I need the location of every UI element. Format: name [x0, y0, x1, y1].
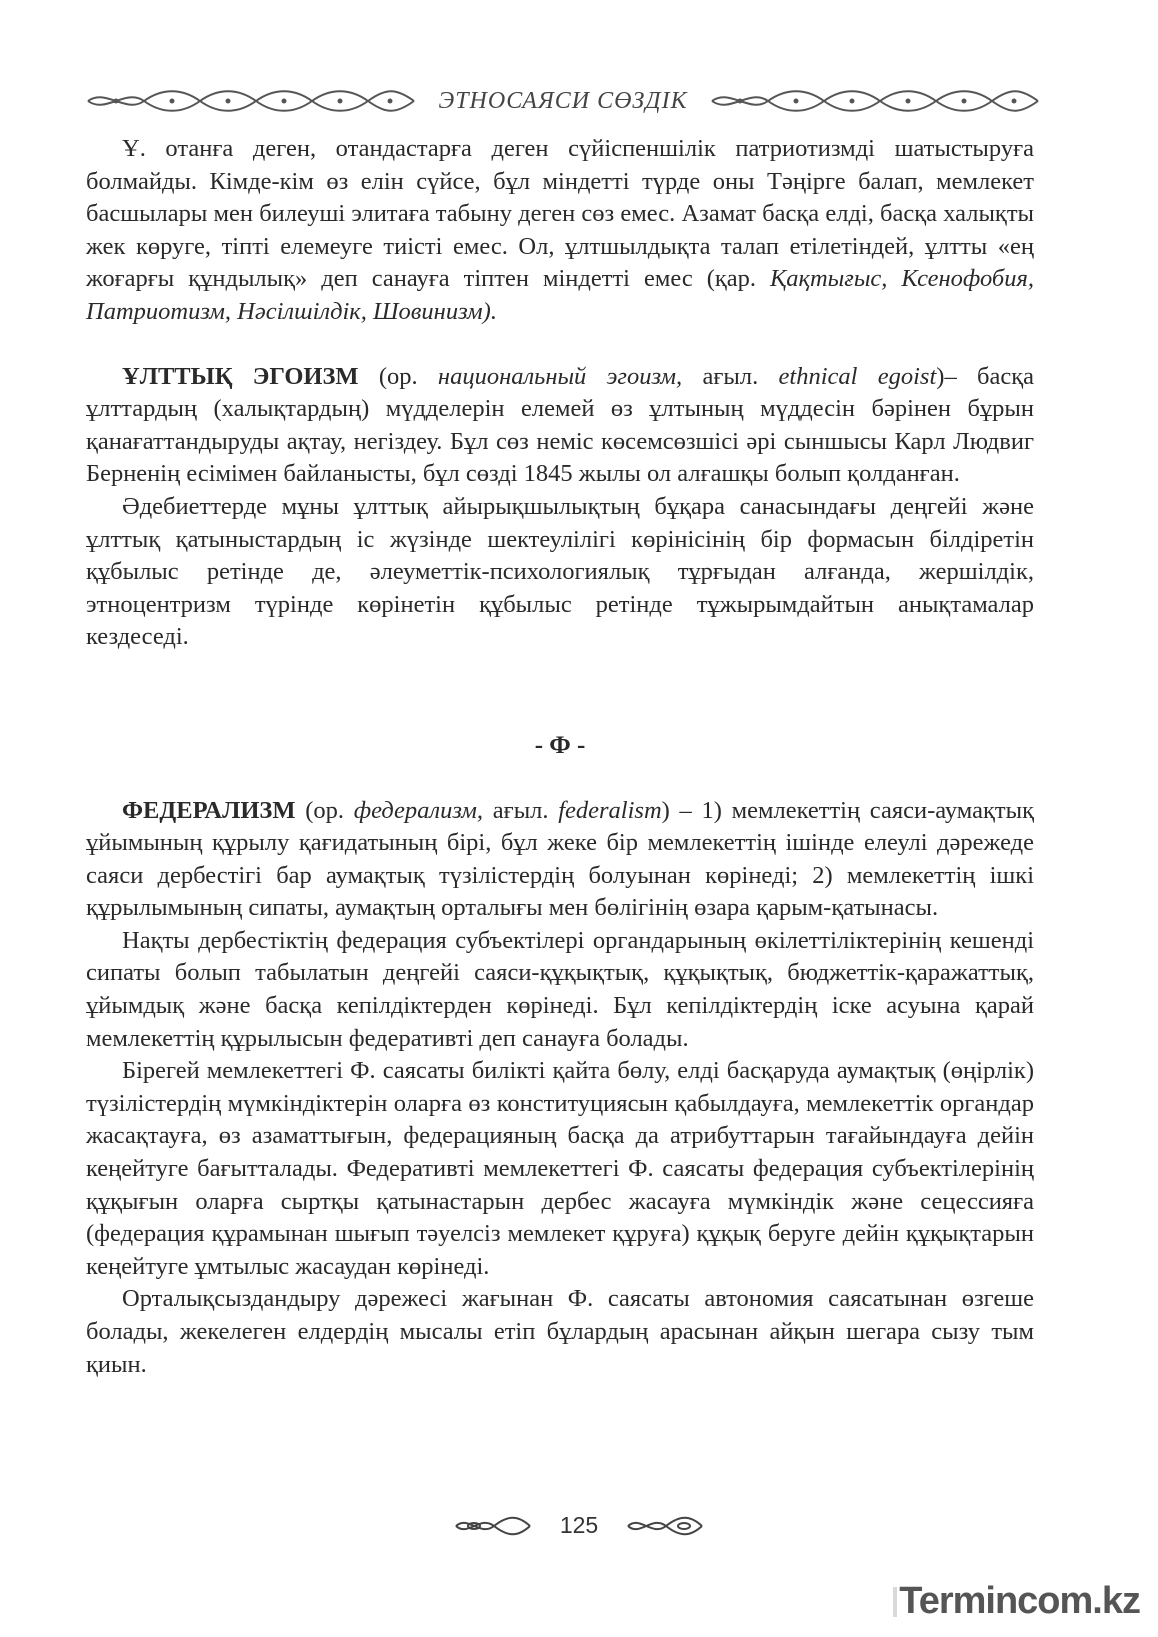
page-footer: [0, 1512, 1158, 1539]
entry-text: ағыл.: [682, 362, 779, 390]
flourish-right-icon: [626, 1513, 704, 1539]
entry-paragraph: Әдебиеттерде мұны ұлттық айырықшылықтың бұқара санасындағы деңгейі және ұлттық қатыныстардың іс жүзінде шектеулілігі көрінісінің бір формасын білдіретін құбылыс ретінде де, әлеуметтік-психологиялық тұрғыдан алғанда, жершілдік, этноцентризм түрінде көрінетін құбылыс ретінде тұжырымдайтын анықтамалар кездеседі.: [86, 492, 1034, 651]
entry-paragraph: Орталықсыздандыру дәрежесі жағынан Ф. саясаты автономия саясатынан өзгеше болады, жекелеген елдердің мысалы етіп бұлардың арасынан айқын шегара сызу тым қиын.: [86, 1285, 1034, 1378]
page-number: 125: [559, 1512, 599, 1538]
entry-term: ҰЛТТЫҚ ЭГОИЗМ: [122, 362, 359, 390]
watermark-bar-icon: [893, 1587, 897, 1617]
entry-english: federalism: [558, 796, 662, 824]
entry-text: ) – 1) мемлекеттің саяси-аумақтық ұйымының құрылу қағидатының бірі, бұл жеке бір мемлекеттің ішінде елеулі дәрежеде саяси дербестігі бар аумақтық түзілістердің болуынан көрінеді; 2) мемлекеттің ішкі құрылымының сипаты, аумақтың орталығы мен бөлігінің өзара қарым-қатынасы.: [86, 796, 1034, 922]
intro-crossref: Қақтығыс, Ксенофобия, Патриотизм, Нәсілшілдік, Шовинизм).: [86, 265, 1034, 325]
watermark-logo: [893, 1580, 1140, 1623]
entry-paragraph: Бірегей мемлекеттегі Ф. саясаты билікті қайта бөлу, елді басқаруда аумақтық (өңірлік) түзілістердің мүмкіндіктерін оларға өз конституциясын қабылдауға, мемлекеттік органдар жасақтауға, өз азаматтығын, федерацияның басқа да атрибуттарын тағайындауға дейін кеңейтуге бағытталады. Федеративті мемлекеттегі Ф. саясаты федерация субъектілерінің құқығын оларға сыртқы қатынастарын дербес жасауға мүмкіндік және сецессияға (федерация құрамынан шығып тәуелсіз мемлекет құруға) құқық беруге дейін құқықтарын кеңейтуге ұмтылыс жасаудан көрінеді.: [86, 1057, 1034, 1280]
entry-paragraph: Нақты дербестіктің федерация субъектілері органдарының өкілеттіліктерінің кешенді сипаты болып табылатын деңгейі саяси-құқықтық, құқықтық, бюджеттік-қаражаттық, ұйымдық және басқа кепілдіктерден көрінеді. Бұл кепілдіктердің іске асуына қарай мемлекеттің құрылысын федеративті деп санауға болады.: [86, 926, 1034, 1052]
entry-text: (ор.: [358, 362, 438, 390]
ornament-right-icon: [710, 90, 1040, 112]
watermark-text: Terminсom.kz: [899, 1580, 1140, 1622]
section-letter: - Ф -: [534, 731, 586, 759]
entry-text: ағыл.: [483, 796, 559, 824]
header-title: ЭТНОСАЯСИ СӨЗДІК: [438, 87, 688, 114]
entry-federalism: [86, 795, 1034, 925]
intro-paragraph: [86, 133, 1034, 329]
entry-russian: национальный эгоизм,: [437, 362, 683, 390]
entry-russian: федерализм,: [353, 796, 484, 824]
entry-egoism: [86, 361, 1034, 491]
entry-text: (ор.: [295, 796, 354, 824]
intro-text: Ұ. отанға деген, отандастарға деген сүйіспеншілік патриотизмді шатыстыруға болмайды. Кімде-кім өз елін сүйсе, бұл міндетті түрде оны Тәңірге балап, мемлекет басшылары мен билеуші элитаға табыну деген сөз емес. Азамат басқа елді, басқа халықты жек көруге, тіпті елемеуге тиісті емес. Ол, ұлтшылдықта талап етілетіндей, ұлтты «ең жоғарғы құндылық» деп санауға тіптен міндетті емес (қар.: [86, 135, 1034, 293]
entry-term: ФЕДЕРАЛИЗМ: [122, 796, 296, 824]
flourish-left-icon: [454, 1513, 532, 1539]
running-header: [86, 86, 1040, 116]
ornament-left-icon: [86, 90, 416, 112]
page-body: [86, 133, 1034, 1381]
entry-text: )– басқа ұлттардың (халықтардың) мүдделерін елемей өз ұлтының мүддесін бәрінен бұрын қанағаттандыруды ақтау, негіздеу. Бұл сөз неміс көсемсөзшісі әрі сыншысы Карл Людвиг Берненің есімімен байланысты, бұл сөзді 1845 жылы ол алғашқы болып қолданған.: [86, 362, 1034, 488]
entry-english: ethnical egoist: [778, 362, 937, 390]
